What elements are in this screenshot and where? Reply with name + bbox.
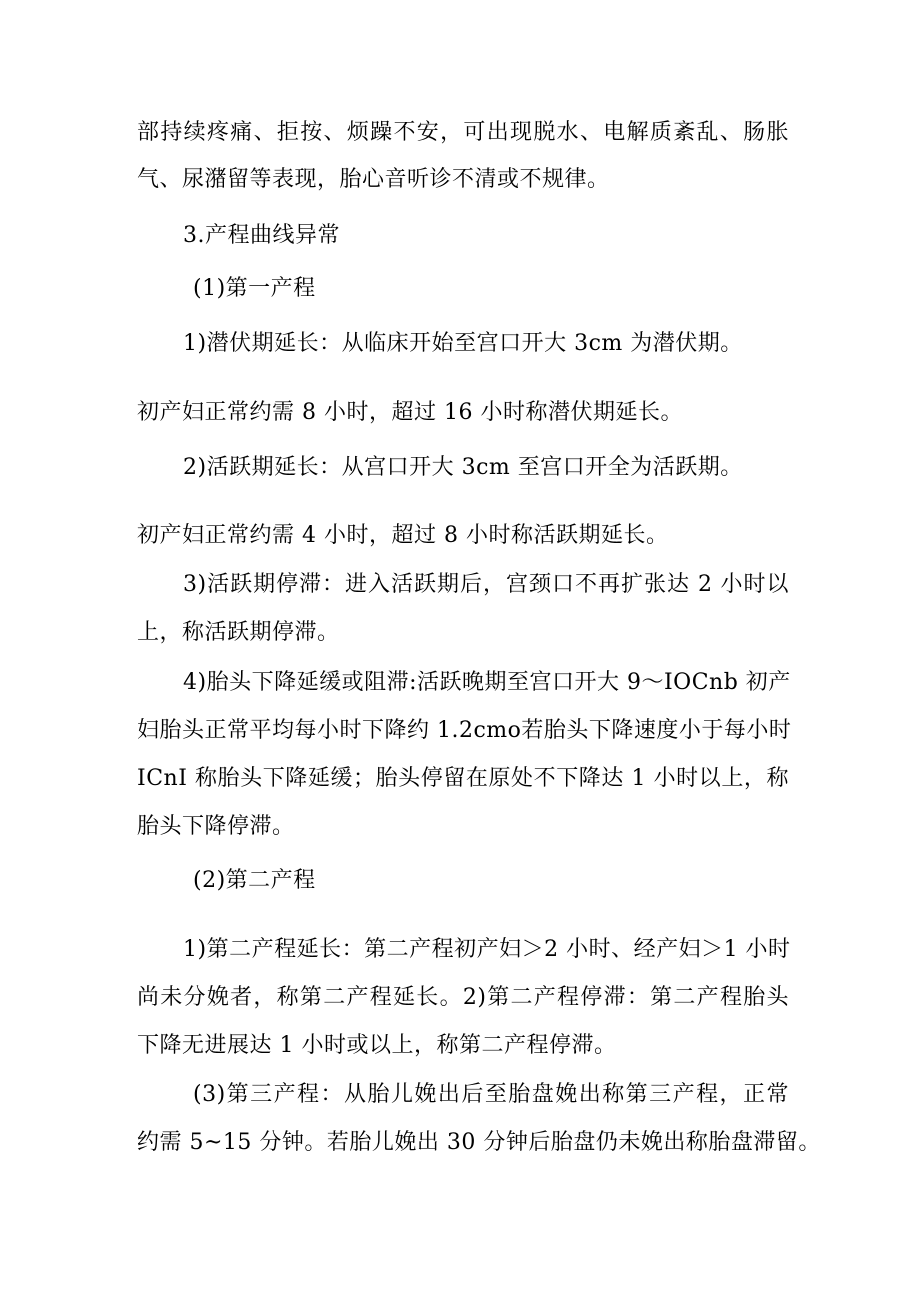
text-line: 部持续疼痛、拒按、烦躁不安，可出现脱水、电解质紊乱、肠胀 [137,120,789,145]
text-line: ICnI 称胎头下降延缓；胎头停留在原处不下降达 1 小时以上，称 [137,766,789,791]
text-line: 3)活跃期停滞：进入活跃期后，宫颈口不再扩张达 2 小时以 [183,572,789,597]
text-line: 上，称活跃期停滞。 [137,620,340,645]
text-line: 初产妇正常约需 4 小时，超过 8 小时称活跃期延长。 [137,523,669,548]
text-line: 气、尿潴留等表现，胎心音听诊不清或不规律。 [137,167,610,192]
text-line: 约需 5~15 分钟。若胎儿娩出 30 分钟后胎盘仍未娩出称胎盘滞留。 [137,1130,821,1155]
subsection-heading: (1)第一产程 [193,276,316,301]
text-line: (3)第三产程：从胎儿娩出后至胎盘娩出称第三产程，正常 [193,1082,789,1107]
section-heading: 3.产程曲线异常 [183,223,340,248]
text-line: 初产妇正常约需 8 小时，超过 16 小时称潜伏期延长。 [137,400,683,425]
text-line: 4)胎头下降延缓或阻滞:活跃晚期至宫口开大 9～IOCnb 初产 [183,670,791,695]
text-line: 尚未分娩者，称第二产程延长。2)第二产程停滞：第二产程胎头 [137,985,789,1010]
text-line: 1)第二产程延长：第二产程初产妇＞2 小时、经产妇＞1 小时 [183,937,791,962]
text-line: 1)潜伏期延长：从临床开始至宫口开大 3cm 为潜伏期。 [183,331,743,356]
text-line: 2)活跃期延长：从宫口开大 3cm 至宫口开全为活跃期。 [183,455,743,480]
subsection-heading: (2)第二产程 [193,868,316,893]
text-line: 妇胎头正常平均每小时下降约 1.2cmo若胎头下降速度小于每小时 [137,718,792,743]
text-line: 下降无进展达 1 小时或以上，称第二产程停滞。 [137,1033,617,1058]
text-line: 胎头下降停滞。 [137,814,295,839]
